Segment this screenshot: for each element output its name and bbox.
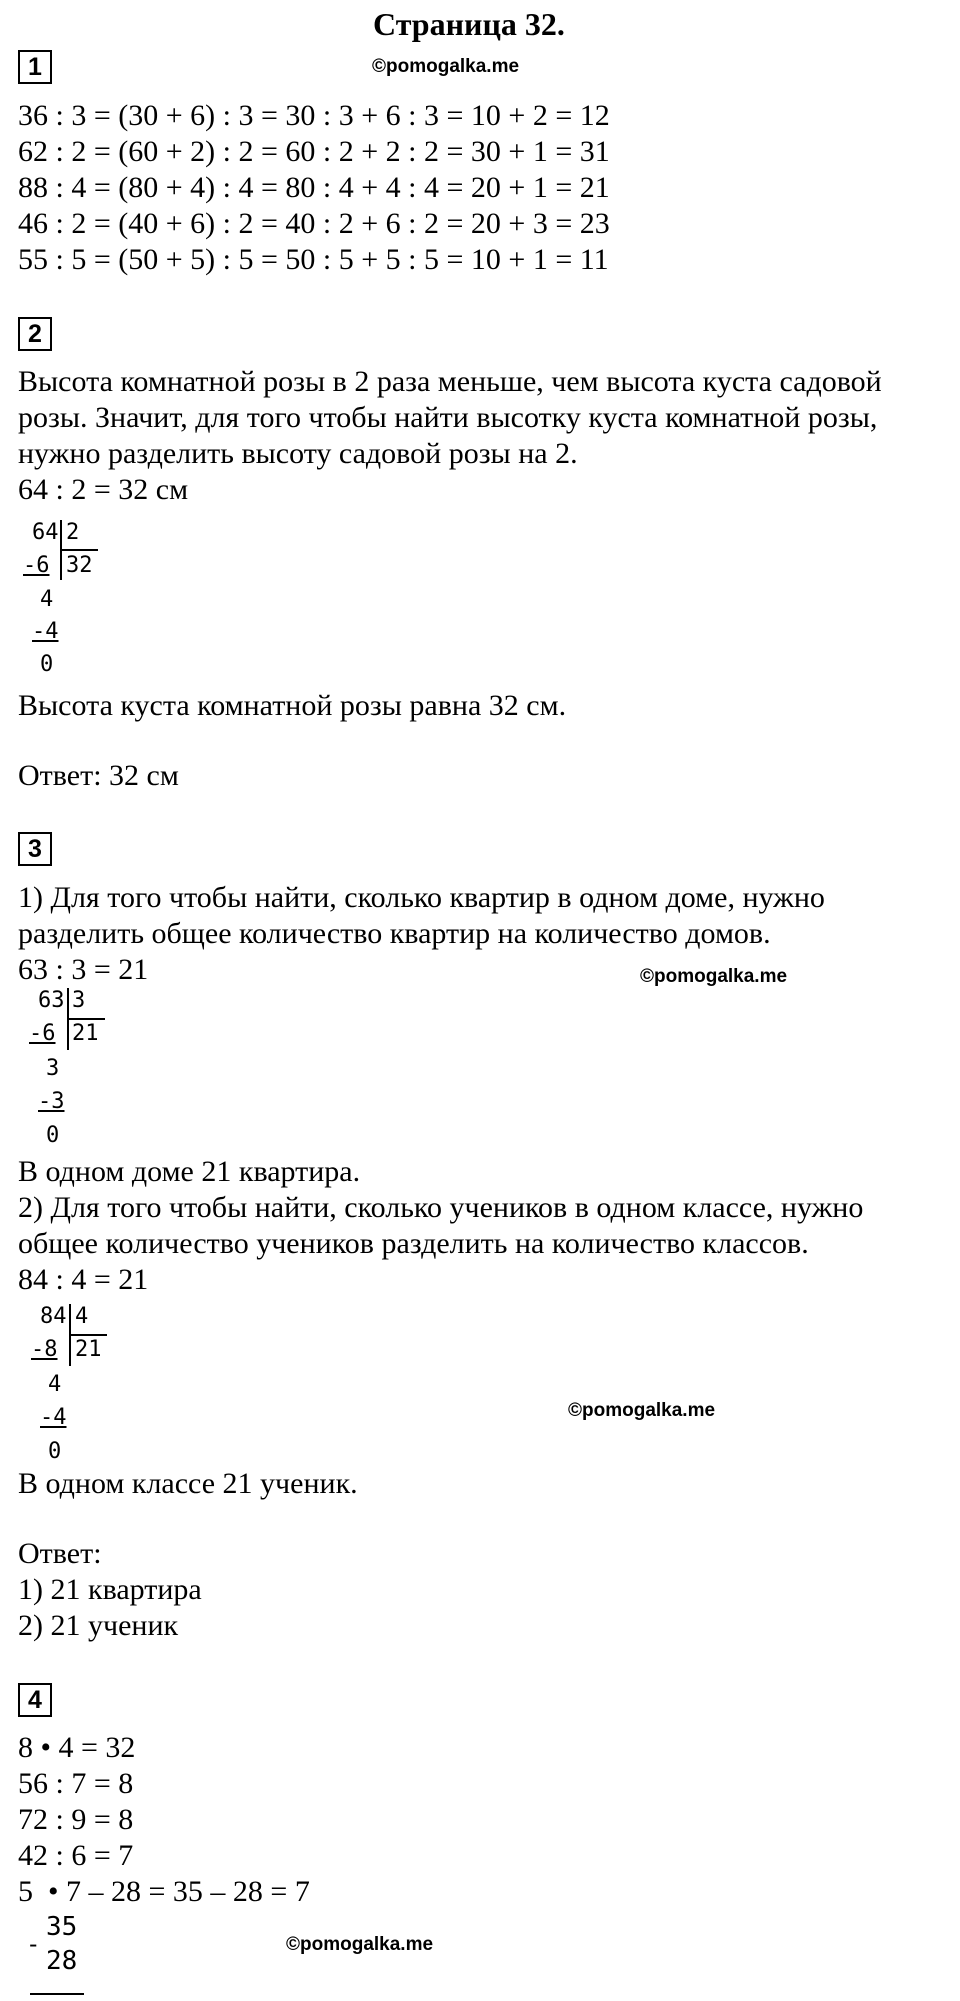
task1-line: 88 : 4 = (80 + 4) : 4 = 80 : 4 + 4 : 4 = 20 + 1 = 21 [18,171,610,204]
task2-result: Высота куста комнатной розы равна 32 см. [18,689,567,722]
remainder: 4 [48,1372,62,1397]
task3-answer: Ответ: [18,1537,102,1570]
watermark: ©pomogalka.me [372,56,520,77]
task1-line: 62 : 2 = (60 + 2) : 2 = 60 : 2 + 2 : 2 = 30 + 1 = 31 [18,135,610,168]
remainder: 4 [40,587,54,612]
task3-text-line: 2) Для того чтобы найти, сколько учеников в одном классе, нужно [18,1191,864,1224]
watermark: ©pomogalka.me [640,966,788,987]
task3-result: В одном доме 21 квартира. [18,1155,361,1188]
remainder: 3 [46,1056,60,1081]
division-horizontal-line [60,549,98,551]
task3-equation: 84 : 4 = 21 [18,1263,149,1296]
page-title: Страница 32. [373,6,565,42]
watermark: ©pomogalka.me [568,1400,716,1421]
subtrahend: 28 [46,1946,78,1976]
task4-line: 8 • 4 = 32 [18,1731,136,1764]
task-number-box: 3 [18,832,52,866]
task3-answer: 2) 21 ученик [18,1609,179,1642]
task4-line: 42 : 6 = 7 [18,1839,134,1872]
task-number-box: 4 [18,1683,52,1717]
task3-result: В одном классе 21 ученик. [18,1467,358,1500]
task3-text-line: 1) Для того чтобы найти, сколько квартир в одном доме, нужно [18,881,825,914]
division-horizontal-line [67,1018,105,1020]
dividend: 64 [32,520,59,545]
quotient: 32 [66,553,93,578]
subtrahend: -8 [31,1337,58,1362]
subtrahend: -4 [32,619,59,644]
divisor: 4 [75,1304,89,1329]
task3-text-line: разделить общее количество квартир на количество домов. [18,917,771,950]
quotient: 21 [72,1021,99,1046]
subtrahend: -4 [40,1405,67,1430]
task2-text-line: Высота комнатной розы в 2 раза меньше, чем высота куста садовой [18,365,882,398]
task2-equation: 64 : 2 = 32 см [18,473,189,506]
remainder: 0 [40,652,54,677]
task2-answer: Ответ: 32 см [18,759,179,792]
minuend: 35 [46,1912,78,1942]
remainder: 0 [46,1123,60,1148]
subtraction-line [30,1993,84,1995]
subtrahend: -3 [38,1089,65,1114]
divisor: 3 [72,988,86,1013]
task3-text-line: общее количество учеников разделить на количество классов. [18,1227,809,1260]
subtrahend: -6 [23,553,50,578]
task3-equation: 63 : 3 = 21 [18,953,149,986]
task4-line: 56 : 7 = 8 [18,1767,134,1800]
task1-line: 36 : 3 = (30 + 6) : 3 = 30 : 3 + 6 : 3 = 10 + 2 = 12 [18,99,610,132]
quotient: 21 [75,1337,102,1362]
task4-line: 5 • 7 – 28 = 35 – 28 = 7 [18,1875,310,1908]
task1-line: 55 : 5 = (50 + 5) : 5 = 50 : 5 + 5 : 5 = 10 + 1 = 11 [18,243,609,276]
subtrahend: -6 [29,1021,56,1046]
dividend: 63 [38,988,65,1013]
task4-line: 72 : 9 = 8 [18,1803,134,1836]
watermark: ©pomogalka.me [286,1934,434,1955]
division-horizontal-line [69,1334,107,1336]
task2-text-line: нужно разделить высоту садовой розы на 2. [18,437,578,470]
task-number-box: 2 [18,317,52,351]
dividend: 84 [40,1304,67,1329]
task3-answer: 1) 21 квартира [18,1573,202,1606]
divisor: 2 [66,520,80,545]
remainder: 0 [48,1439,62,1464]
task1-line: 46 : 2 = (40 + 6) : 2 = 40 : 2 + 6 : 2 = 20 + 3 = 23 [18,207,610,240]
minus-sign: - [26,1930,41,1958]
task2-text-line: розы. Значит, для того чтобы найти высотку куста комнатной розы, [18,401,878,434]
task-number-box: 1 [18,50,52,84]
